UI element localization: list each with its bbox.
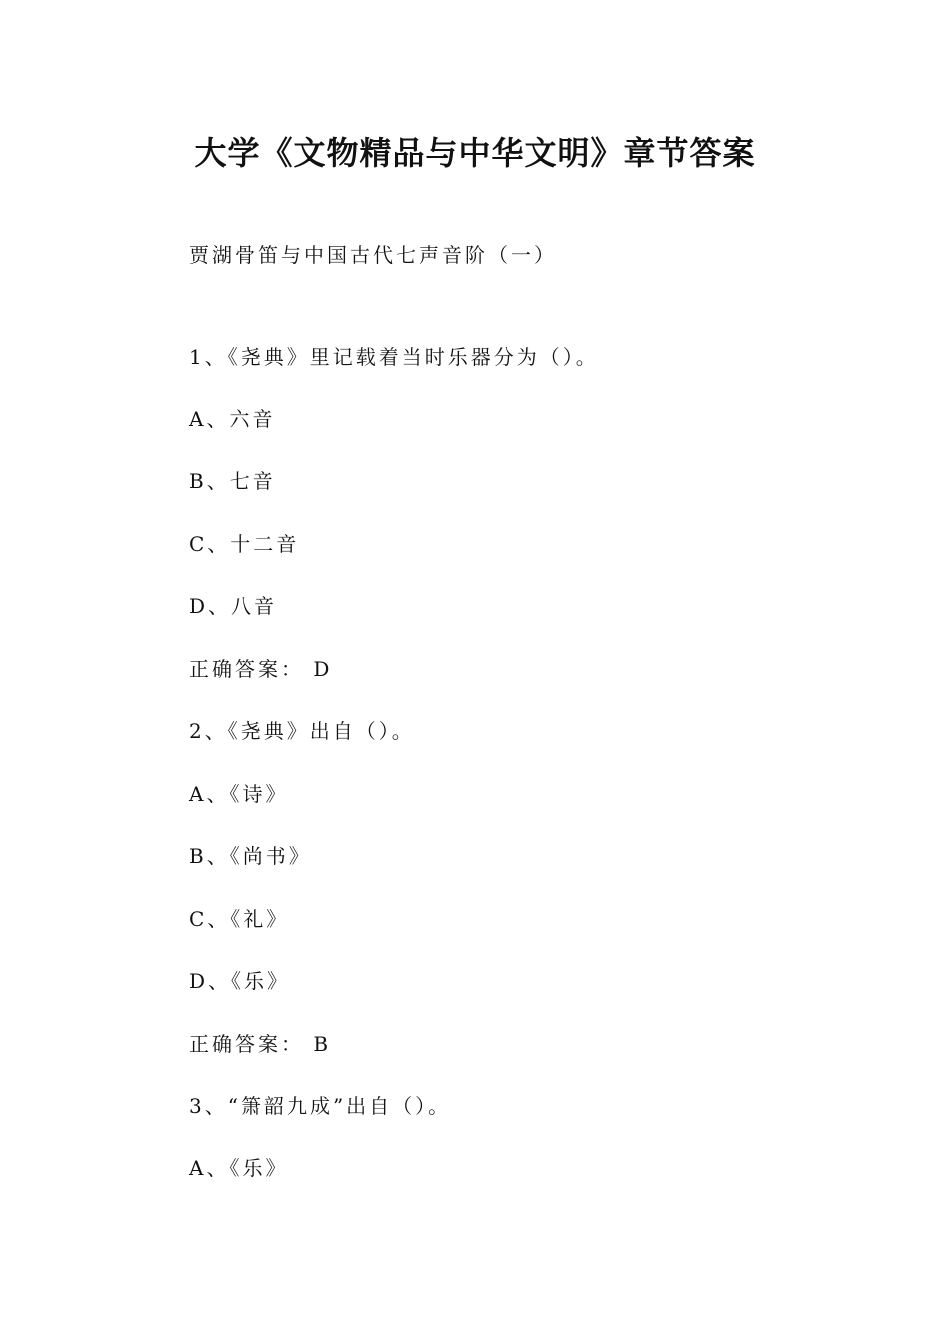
question-text: 3、“箫韶九成”出自（）。	[189, 1094, 452, 1118]
question-text: 1、《尧典》里记载着当时乐器分为（）。	[189, 345, 599, 369]
answer-option: B、七音	[189, 469, 276, 493]
answer-option: A、《乐》	[189, 1156, 289, 1180]
answer-option: A、《诗》	[189, 782, 289, 806]
answer-option: A、六音	[189, 407, 276, 431]
question-text: 2、《尧典》出自（）。	[189, 719, 415, 743]
correct-answer: 正确答案： D	[189, 657, 333, 681]
answer-option: C、《礼》	[189, 907, 290, 931]
answer-option: D、《乐》	[189, 969, 291, 993]
answer-option: C、十二音	[189, 532, 300, 556]
document-title: 大学《文物精品与中华文明》章节答案	[194, 134, 756, 172]
answer-option: B、《尚书》	[189, 844, 312, 868]
answer-option: D、八音	[189, 594, 278, 618]
section-heading: 贾湖骨笛与中国古代七声音阶（一）	[189, 243, 557, 267]
correct-answer: 正确答案： B	[189, 1032, 332, 1056]
